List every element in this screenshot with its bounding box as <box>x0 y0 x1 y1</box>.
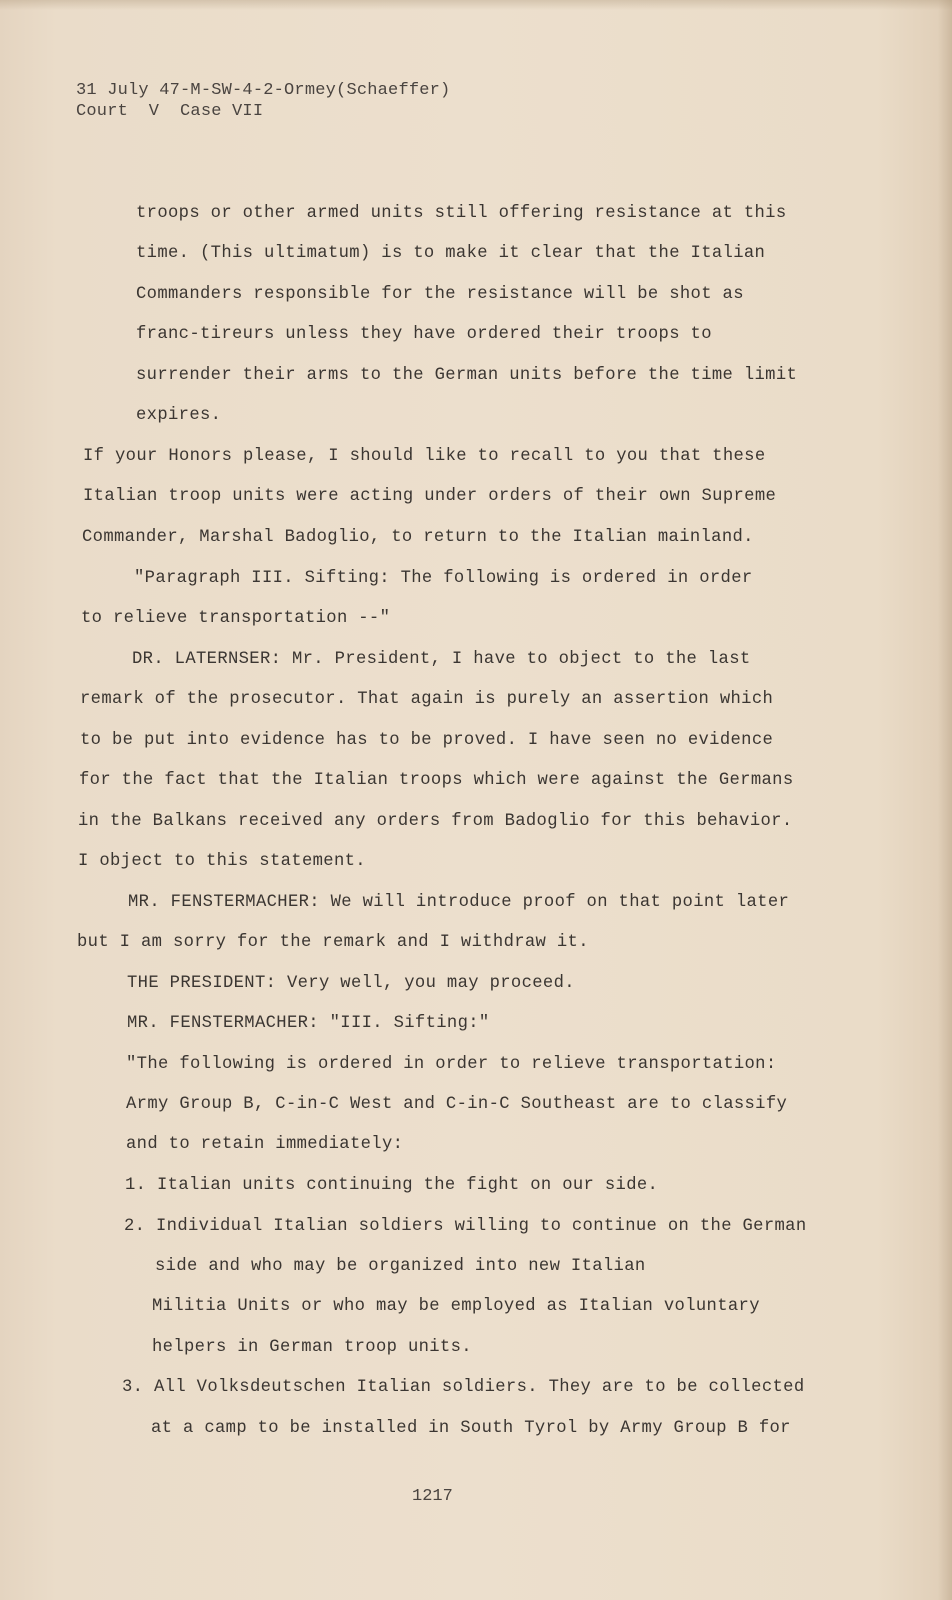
text-line: to relieve transportation --" <box>81 609 391 628</box>
text-line: side and who may be organized into new Italian <box>155 1257 646 1276</box>
text-line: "Paragraph III. Sifting: The following is ordered in order <box>134 569 753 588</box>
text-line: expires. <box>136 406 222 425</box>
text-line: franc-tireurs unless they have ordered their troops to <box>136 325 712 344</box>
text-line: at a camp to be installed in South Tyrol by Army Group B for <box>151 1419 791 1438</box>
text-line: troops or other armed units still offering resistance at this <box>136 204 787 223</box>
text-line: Italian troop units were acting under orders of their own Supreme <box>83 487 777 506</box>
paper-edge-right <box>938 0 952 1600</box>
list-item: 1. Italian units continuing the fight on our side. <box>125 1176 659 1195</box>
text-line: Commander, Marshal Badoglio, to return to the Italian mainland. <box>82 528 754 547</box>
text-line: I object to this statement. <box>78 852 366 871</box>
paper-edge-top <box>0 0 952 10</box>
text-line: time. (This ultimatum) is to make it clear that the Italian <box>136 244 766 263</box>
list-item: 2. Individual Italian soldiers willing to continue on the German <box>124 1217 807 1236</box>
text-line: surrender their arms to the German units before the time limit <box>136 366 798 385</box>
speaker-line: THE PRESIDENT: Very well, you may proceed. <box>127 974 575 993</box>
text-line: Army Group B, C-in-C West and C-in-C Southeast are to classify <box>126 1095 788 1114</box>
speaker-line: MR. FENSTERMACHER: "III. Sifting:" <box>127 1014 490 1033</box>
speaker-line: MR. FENSTERMACHER: We will introduce proof on that point later <box>128 893 790 912</box>
document-header <box>76 80 450 122</box>
text-line: helpers in German troop units. <box>152 1338 472 1357</box>
text-line: Militia Units or who may be employed as Italian voluntary <box>152 1297 760 1316</box>
text-line: for the fact that the Italian troops which were against the Germans <box>79 771 794 790</box>
text-line: remark of the prosecutor. That again is purely an assertion which <box>80 690 774 709</box>
list-item: 3. All Volksdeutschen Italian soldiers. They are to be collected <box>122 1378 805 1397</box>
text-line: If your Honors please, I should like to recall to you that these <box>83 447 766 466</box>
text-line: to be put into evidence has to be proved. I have seen no evidence <box>80 731 774 750</box>
text-line: and to retain immediately: <box>126 1135 404 1154</box>
text-line: but I am sorry for the remark and I withdraw it. <box>77 933 589 952</box>
page-number: 1217 <box>412 1487 453 1506</box>
speaker-line: DR. LATERNSER: Mr. President, I have to object to the last <box>132 650 751 669</box>
header-court-case: Court V Case VII <box>76 102 264 121</box>
text-line: "The following is ordered in order to relieve transportation: <box>126 1055 777 1074</box>
text-line: Commanders responsible for the resistance will be shot as <box>136 285 744 304</box>
text-line: in the Balkans received any orders from Badoglio for this behavior. <box>78 812 793 831</box>
header-date-reference: 31 July 47-M-SW-4-2-Ormey(Schaeffer) <box>76 81 451 100</box>
